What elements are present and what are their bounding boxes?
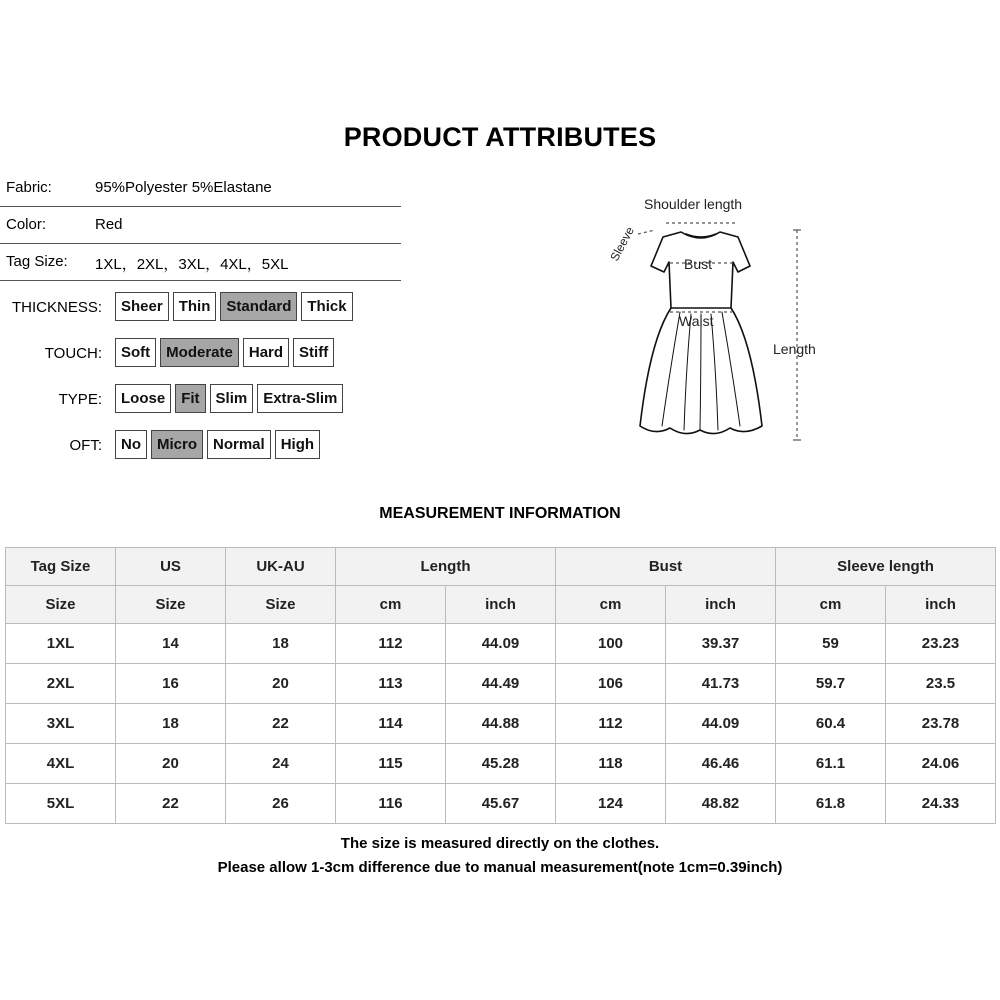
option-row-thickness bbox=[0, 292, 420, 322]
waist-label: Waist bbox=[679, 313, 714, 329]
table-cell: 20 bbox=[226, 664, 336, 704]
table-cell: 124 bbox=[556, 784, 666, 824]
header-cell: Sleeve length bbox=[776, 548, 996, 586]
option-chips bbox=[115, 292, 353, 321]
table-cell: 61.1 bbox=[776, 744, 886, 784]
attr-label: Fabric: bbox=[6, 179, 52, 196]
subheader-cell: inch bbox=[886, 586, 996, 624]
option-chip: Loose bbox=[115, 384, 171, 413]
header-cell: Bust bbox=[556, 548, 776, 586]
table-cell: 118 bbox=[556, 744, 666, 784]
attr-value: Red bbox=[95, 216, 123, 233]
table-cell: 45.67 bbox=[446, 784, 556, 824]
option-chip: Thin bbox=[173, 292, 217, 321]
table-cell: 23.23 bbox=[886, 624, 996, 664]
subheader-cell: inch bbox=[446, 586, 556, 624]
table-cell: 23.78 bbox=[886, 704, 996, 744]
option-chip-selected: Micro bbox=[151, 430, 203, 459]
subheader-cell: Size bbox=[226, 586, 336, 624]
bust-label: Bust bbox=[684, 256, 713, 272]
option-row-touch bbox=[0, 338, 420, 368]
option-row-type bbox=[0, 384, 420, 414]
table-cell: 112 bbox=[336, 624, 446, 664]
note-line: The size is measured directly on the clothes. bbox=[340, 835, 660, 852]
option-chips bbox=[115, 384, 343, 413]
sleeve-measure-line bbox=[638, 230, 655, 234]
header-cell: UK-AU bbox=[226, 548, 336, 586]
table-cell: 59.7 bbox=[776, 664, 886, 704]
dress-diagram bbox=[600, 190, 840, 455]
table-row bbox=[6, 664, 996, 704]
length-label: Length bbox=[773, 341, 816, 357]
table-header-row bbox=[6, 548, 996, 586]
option-row-label: TYPE: bbox=[58, 391, 102, 408]
skirt-fold bbox=[711, 314, 718, 430]
measurement-table bbox=[5, 547, 996, 824]
subheader-cell: cm bbox=[776, 586, 886, 624]
table-cell: 23.5 bbox=[886, 664, 996, 704]
option-chip-selected: Standard bbox=[220, 292, 297, 321]
table-cell: 24.06 bbox=[886, 744, 996, 784]
table-cell: 59 bbox=[776, 624, 886, 664]
table-cell: 41.73 bbox=[666, 664, 776, 704]
table-cell: 44.09 bbox=[666, 704, 776, 744]
skirt-fold bbox=[662, 312, 680, 426]
table-row bbox=[6, 784, 996, 824]
table-cell: 106 bbox=[556, 664, 666, 704]
option-chips bbox=[115, 338, 334, 367]
table-cell: 18 bbox=[116, 704, 226, 744]
table-cell: 1XL bbox=[6, 624, 116, 664]
header-cell: Length bbox=[336, 548, 556, 586]
table-cell: 45.28 bbox=[446, 744, 556, 784]
option-chip: Thick bbox=[301, 292, 352, 321]
subheader-cell: Size bbox=[116, 586, 226, 624]
subheader-cell: Size bbox=[6, 586, 116, 624]
table-cell: 24 bbox=[226, 744, 336, 784]
option-row-label: TOUCH: bbox=[44, 345, 102, 362]
option-chip: High bbox=[275, 430, 320, 459]
page-title: PRODUCT ATTRIBUTES bbox=[343, 122, 657, 152]
option-chip: Stiff bbox=[293, 338, 334, 367]
option-chip: No bbox=[115, 430, 147, 459]
table-row bbox=[6, 744, 996, 784]
table-cell: 44.09 bbox=[446, 624, 556, 664]
option-chip-selected: Moderate bbox=[160, 338, 239, 367]
table-cell: 5XL bbox=[6, 784, 116, 824]
table-cell: 2XL bbox=[6, 664, 116, 704]
attr-value: 95%Polyester 5%Elastane bbox=[95, 179, 272, 196]
table-cell: 14 bbox=[116, 624, 226, 664]
table-cell: 115 bbox=[336, 744, 446, 784]
table-cell: 100 bbox=[556, 624, 666, 664]
header-cell: Tag Size bbox=[6, 548, 116, 586]
table-cell: 22 bbox=[116, 784, 226, 824]
attr-value: 1XL，2XL，3XL，4XL，5XL bbox=[95, 256, 289, 273]
table-cell: 44.88 bbox=[446, 704, 556, 744]
option-row-oft bbox=[0, 430, 420, 460]
option-chips bbox=[115, 430, 320, 459]
skirt-fold bbox=[722, 312, 740, 426]
table-cell: 26 bbox=[226, 784, 336, 824]
note-line: Please allow 1-3cm difference due to manual measurement(note 1cm=0.39inch) bbox=[217, 859, 783, 876]
attr-tag-size bbox=[0, 244, 401, 281]
header-cell: US bbox=[116, 548, 226, 586]
table-cell: 44.49 bbox=[446, 664, 556, 704]
table-cell: 116 bbox=[336, 784, 446, 824]
table-cell: 61.8 bbox=[776, 784, 886, 824]
table-cell: 16 bbox=[116, 664, 226, 704]
table-row bbox=[6, 704, 996, 744]
table-cell: 20 bbox=[116, 744, 226, 784]
table-cell: 39.37 bbox=[666, 624, 776, 664]
attr-fabric bbox=[0, 170, 401, 207]
option-chip: Extra-Slim bbox=[257, 384, 343, 413]
option-chip: Normal bbox=[207, 430, 271, 459]
table-row bbox=[6, 624, 996, 664]
attr-color bbox=[0, 207, 401, 244]
skirt-fold bbox=[700, 314, 701, 430]
table-cell: 3XL bbox=[6, 704, 116, 744]
measurement-heading: MEASUREMENT INFORMATION bbox=[379, 505, 621, 522]
attr-label: Tag Size: bbox=[6, 253, 68, 270]
table-cell: 4XL bbox=[6, 744, 116, 784]
option-chip: Hard bbox=[243, 338, 289, 367]
table-cell: 48.82 bbox=[666, 784, 776, 824]
option-row-label: THICKNESS: bbox=[11, 299, 102, 316]
table-subheader-row bbox=[6, 586, 996, 624]
option-chip-selected: Fit bbox=[175, 384, 205, 413]
table-cell: 113 bbox=[336, 664, 446, 704]
shoulder-label: Shoulder length bbox=[644, 196, 743, 212]
table-cell: 114 bbox=[336, 704, 446, 744]
skirt-fold bbox=[684, 314, 691, 430]
option-chip: Sheer bbox=[115, 292, 169, 321]
option-row-label: OFT: bbox=[69, 437, 102, 454]
table-cell: 112 bbox=[556, 704, 666, 744]
sleeve-label: Sleeve bbox=[607, 224, 637, 264]
table-cell: 60.4 bbox=[776, 704, 886, 744]
subheader-cell: inch bbox=[666, 586, 776, 624]
table-cell: 46.46 bbox=[666, 744, 776, 784]
table-cell: 22 bbox=[226, 704, 336, 744]
option-chip: Soft bbox=[115, 338, 156, 367]
subheader-cell: cm bbox=[556, 586, 666, 624]
table-cell: 24.33 bbox=[886, 784, 996, 824]
table-cell: 18 bbox=[226, 624, 336, 664]
option-chip: Slim bbox=[210, 384, 254, 413]
subheader-cell: cm bbox=[336, 586, 446, 624]
attr-label: Color: bbox=[6, 216, 47, 233]
